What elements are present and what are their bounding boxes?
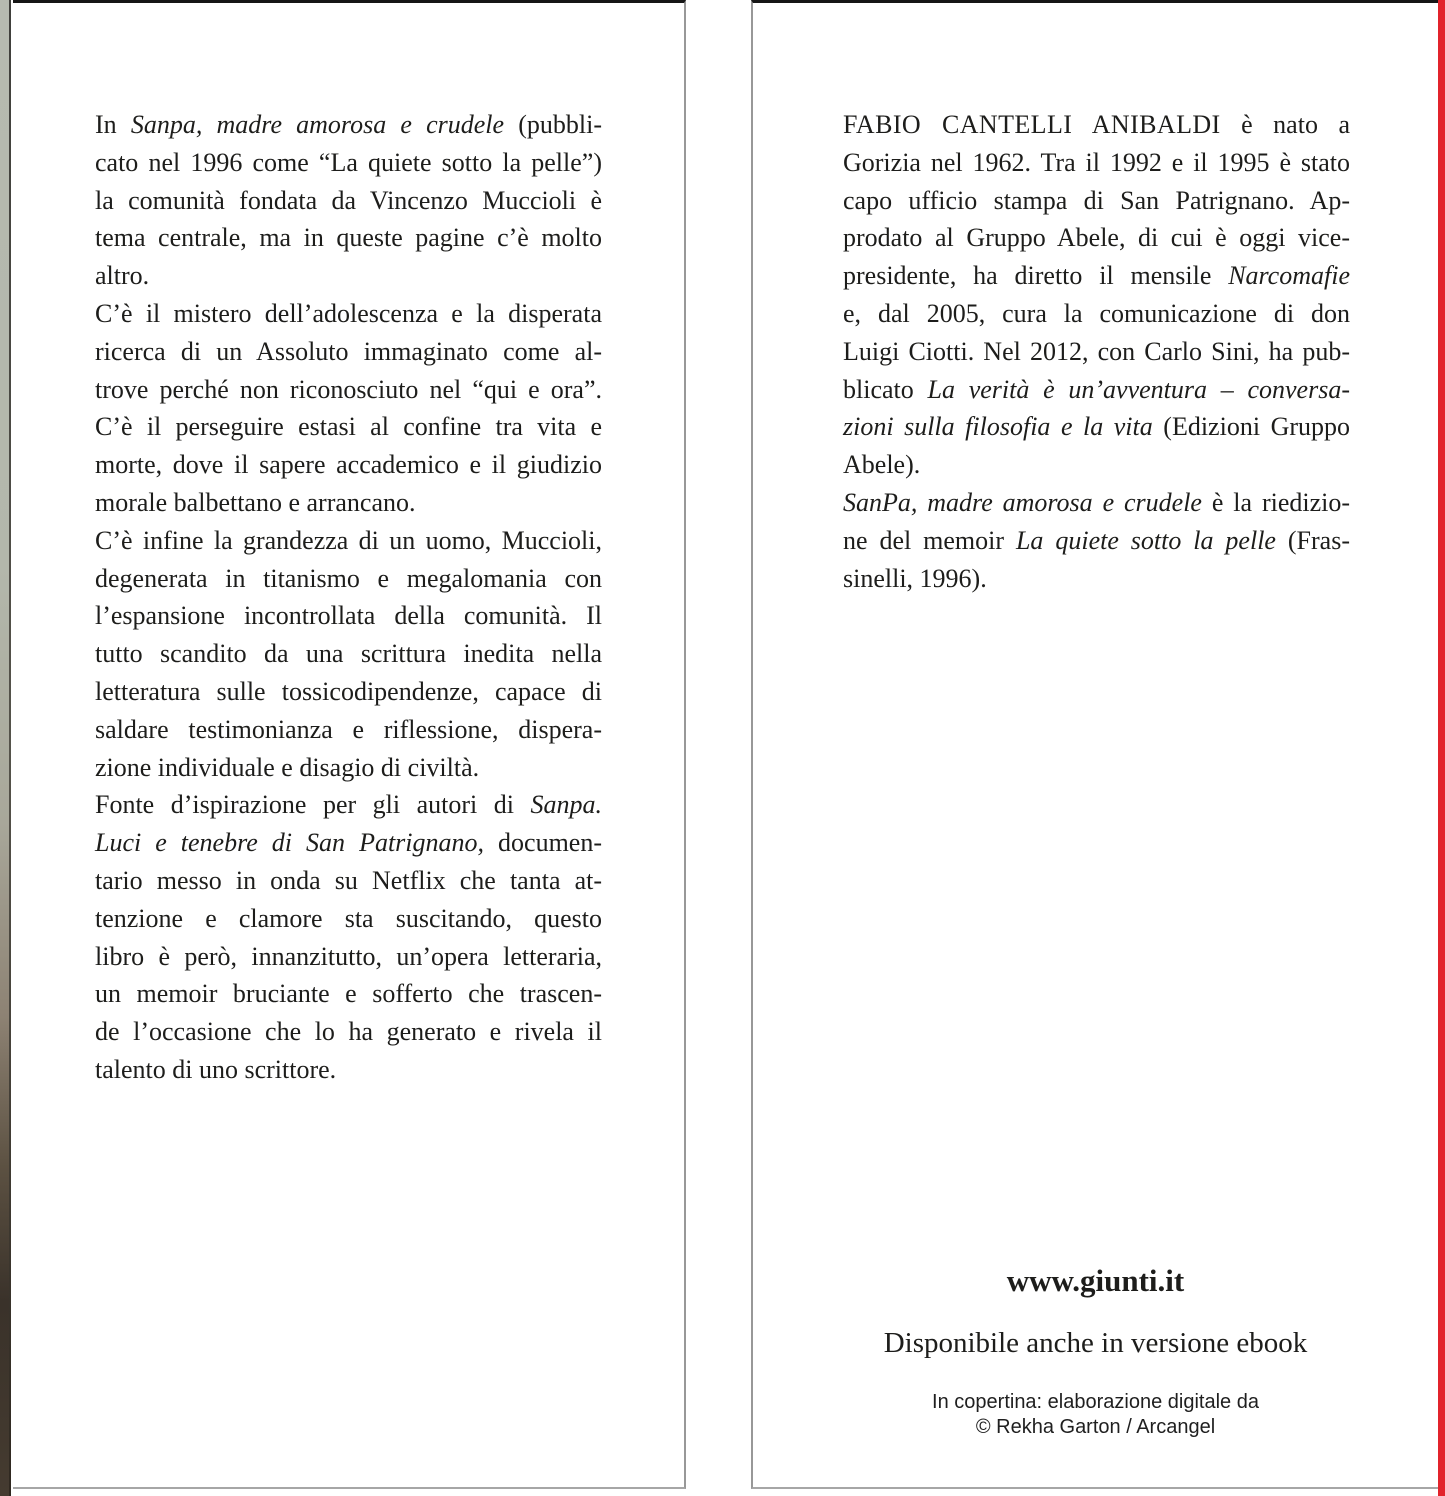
left-flap-panel <box>13 0 686 1489</box>
ebook-availability-note: Disponibile anche in versione ebook <box>883 1327 1308 1359</box>
paragraph: Fonte d’ispirazione per gli autori di Sanpa. Luci e tenebre di San Patrignano, documen- tario messo in onda su Netflix che tanta at- tenzione e clamore sta suscitando, questo libro è però, innanzitutto, un’opera letteraria, un memoir bruciante e sofferto che trascen- de l’occasione che lo ha generato e rivela il talento di uno scrittore. <box>95 790 602 1084</box>
left-spine-edge <box>9 0 11 1496</box>
book-blurb <box>95 106 602 1089</box>
cover-red-edge <box>1438 0 1445 1496</box>
paragraph: In Sanpa, madre amorosa e crudele (pubbli- cato nel 1996 come “La quiete sotto la pelle”) la comunità fondata da Vincenzo Muccioli è tema centrale, ma in queste pagine c’è molto altro. <box>95 110 602 291</box>
author-bio <box>843 106 1350 597</box>
cover-credit-line-2: © Rekha Garton / Arcangel <box>975 1416 1216 1438</box>
cover-credit-line-1: In copertina: elaborazione digitale da <box>932 1391 1259 1413</box>
paragraph: C’è il mistero dell’adolescenza e la disperata ricerca di un Assoluto immaginato come al- trove perché non riconosciuto nel “qui e ora”. C’è il perseguire estasi al confine tra vita e morte, dove il sapere accademico e il giudizio morale balbettano e arrancano. <box>95 298 602 517</box>
publisher-website: www.giunti.it <box>1006 1263 1185 1298</box>
left-spine-stripe <box>0 0 9 1496</box>
paragraph: SanPa, madre amorosa e crudele è la riedizio- ne del memoir La quiete sotto la pelle (Fras- sinelli, 1996). <box>843 487 1351 593</box>
right-flap-panel <box>751 0 1438 1489</box>
paragraph: C’è infine la grandezza di un uomo, Muccioli, degenerata in titanismo e megalomania con l’espansione incontrollata della comunità. Il tutto scandito da una scrittura inedita nella letteratura sulle tossicodipendenze, capace di saldare testimonianza e riflessione, dispera- zione individuale e disagio di civiltà. <box>95 525 602 782</box>
paragraph: FABIO CANTELLI ANIBALDI è nato a Gorizia nel 1962. Tra il 1992 e il 1995 è stato capo ufficio stampa di San Patrignano. Ap- prodato al Gruppo Abele, di cui è oggi vice- presidente, ha diretto il mensile Narcomafie e, dal 2005, cura la comunicazione di don Luigi Ciotti. Nel 2012, con Carlo Sini, ha pub- blicato La verità è un’avventura – conversa- zioni sulla filosofia e la vita (Edizioni Gruppo Abele). <box>843 110 1351 480</box>
